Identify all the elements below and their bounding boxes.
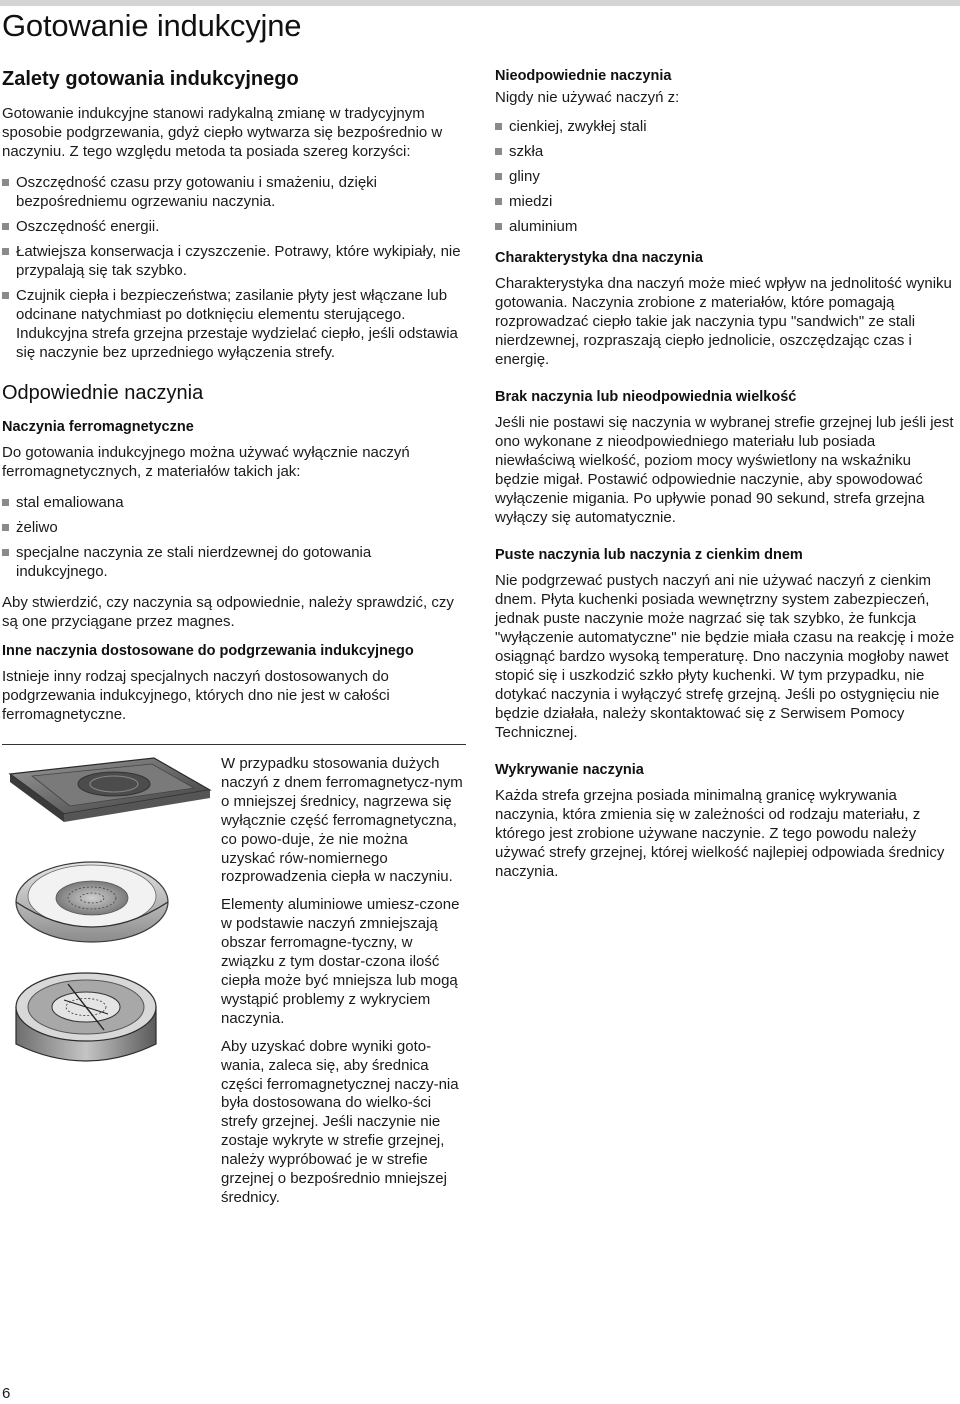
- list-item: specjalne naczynia ze stali nierdzewnej do gotowania indukcyjnego.: [2, 543, 464, 581]
- aluminium-elements-text: Elementy aluminiowe umiesz-czone w podstawie naczyń zmniejszają obszar ferromagne-tyczny, w związku z tym dostar-czona ilość ciepła może być mniejsza lub mogą wystąpić problemy z wykryciem naczynia.: [221, 896, 460, 1027]
- other-cookware-heading: Inne naczynia dostosowane do podgrzewania indukcyjnego: [2, 643, 414, 659]
- list-item: szkła: [495, 142, 955, 161]
- ferro-heading: Naczynia ferromagnetyczne: [2, 419, 194, 435]
- no-pan-heading: Brak naczynia lub nieodpowiednia wielkość: [495, 389, 797, 405]
- list-item: Łatwiejsza konserwacja i czyszczenie. Potrawy, które wykipiały, nie przypalają się tak szybko.: [2, 242, 464, 280]
- list-item: stal emaliowana: [2, 493, 464, 512]
- unsuitable-list: [495, 117, 955, 236]
- detection-text: Każda strefa grzejna posiada minimalną granicę wykrywania naczynia, która zmienia się w zależności od rodzaju materiału, z którego jest zrobione używane naczynie. Z tego powodu należy używać strefy grzejnej, której wielkość najlepiej odpowiada średnicy naczynia.: [495, 787, 945, 880]
- list-item: Oszczędność czasu przy gotowaniu i smażeniu, dzięki bezpośredniemu ogrzewaniu naczynia.: [2, 173, 464, 211]
- list-item: aluminium: [495, 217, 955, 236]
- advantages-intro: Gotowanie indukcyjne stanowi radykalną zmianę w tradycyjnym sposobie podgrzewania, gdyż ciepło wytwarza się bezpośrednio w naczyniu. Z tego względu metoda ta posiada szereg korzyści:: [2, 105, 443, 160]
- unsuitable-heading: Nieodpowiednie naczynia: [495, 68, 672, 84]
- deep-pot: [16, 973, 156, 1061]
- no-pan-text: Jeśli nie postawi się naczynia w wybranej strefie grzejnej lub jeśli jest ono wykonane z nieodpowiedniego materiału lub posiada niewłaściwą wielkość, poziom mocy wyświetlony na wskaźniku będzie migał. Postawić odpowiednie naczynie, aby spowodować wyłączenie migania. Po upływie ponad 90 sekund, strefa grzejna wyłączy się automatycznie.: [495, 414, 954, 526]
- image-caption-column: [221, 755, 465, 1217]
- ferro-list: [2, 493, 464, 581]
- list-item: Oszczędność energii.: [2, 217, 464, 236]
- page-title: Gotowanie indukcyjne: [2, 8, 302, 43]
- list-item: gliny: [495, 167, 955, 186]
- frying-pan: [16, 862, 168, 942]
- list-item: cienkiej, zwykłej stali: [495, 117, 955, 136]
- right-column: [495, 68, 955, 893]
- left-column: [2, 68, 464, 736]
- list-item: Czujnik ciepła i bezpieczeństwa; zasilanie płyty jest włączane lub odcinane natychmiast po dotknięciu elementu sterującego. Indukcyjna strefa grzejna przestaje wydzielać ciepło, jeśli odstawia się naczynie bez uprzedniego wyłączenia strefy.: [2, 286, 464, 362]
- advantages-heading: Zalety gotowania indukcyjnego: [2, 68, 299, 90]
- detection-heading: Wykrywanie naczynia: [495, 762, 644, 778]
- image-divider: [2, 744, 466, 745]
- page-number: 6: [2, 1385, 11, 1402]
- large-pan-text: W przypadku stosowania dużych naczyń z dnem ferromagnetycz-nym o mniejszej średnicy, nagrzewa się wyłącznie część ferromagnetyczna, co powo-duje, że nie można uzyskać rów-nomiernego rozprowadzenia ciepła w naczyniu.: [221, 755, 463, 886]
- empty-pan-text: Nie podgrzewać pustych naczyń ani nie używać naczyń z cienkim dnem. Płyta kuchenki posiada wewnętrzny system zabezpieczeń, jednak puste naczynie może nagrzać się tak szybko, że funkcja "wyłączenie automatyczne" nie będzie miała czasu na reakcję i może osiągnąć bardzo wysoką temperaturę. Dno naczynia mogłoby nawet stopić się i uszkodzić szkło płyty kuchenki. W tym przypadku, nie dotykać naczynia i wyłączyć strefę grzejną. Jeśli po ostygnięciu nie będzie działała, należy skontaktować się z Serwisem Pomocy Technicznej.: [495, 572, 955, 741]
- characteristics-text: Charakterystyka dna naczyń może mieć wpływ na jednolitość wyniku gotowania. Naczynia zrobione z materiałów, które pomagają rozprowadzać ciepło takie jak naczynia typu "sandwich" ze stali nierdzewnej, rozpraszają ciepło jednolicie, oszczędzając czas i energię.: [495, 275, 952, 368]
- ferro-intro: Do gotowania indukcyjnego można używać wyłącznie naczyń ferromagnetycznych, z materiałów takich jak:: [2, 444, 410, 480]
- list-item: żeliwo: [2, 518, 464, 537]
- suitable-heading: Odpowiednie naczynia: [2, 382, 204, 404]
- top-rule: [0, 0, 960, 6]
- unsuitable-intro: Nigdy nie używać naczyń z:: [495, 89, 680, 106]
- diameter-advice-text: Aby uzyskać dobre wyniki goto-wania, zaleca się, aby średnica części ferromagnetycznej naczy-nia była dostosowana do wielko-ści strefy grzejnej. Jeśli naczynie nie zostaje wykryte w strefie grzejnej, należy wypróbować je w strefie grzejnej o bezpośrednio mniejszej średnicy.: [221, 1037, 459, 1206]
- griddle-plate: [10, 758, 210, 822]
- advantages-list: [2, 173, 464, 362]
- magnet-test-text: Aby stwierdzić, czy naczynia są odpowiednie, należy sprawdzić, czy są one przyciągane przez magnes.: [2, 594, 454, 630]
- characteristics-heading: Charakterystyka dna naczynia: [495, 250, 703, 266]
- cookware-illustration: [4, 752, 216, 1072]
- other-cookware-text: Istnieje inny rodzaj specjalnych naczyń dostosowanych do podgrzewania indukcyjnego, których dno nie jest w całości ferromagnetyczne.: [2, 668, 390, 723]
- list-item: miedzi: [495, 192, 955, 211]
- empty-pan-heading: Puste naczynia lub naczynia z cienkim dnem: [495, 547, 803, 563]
